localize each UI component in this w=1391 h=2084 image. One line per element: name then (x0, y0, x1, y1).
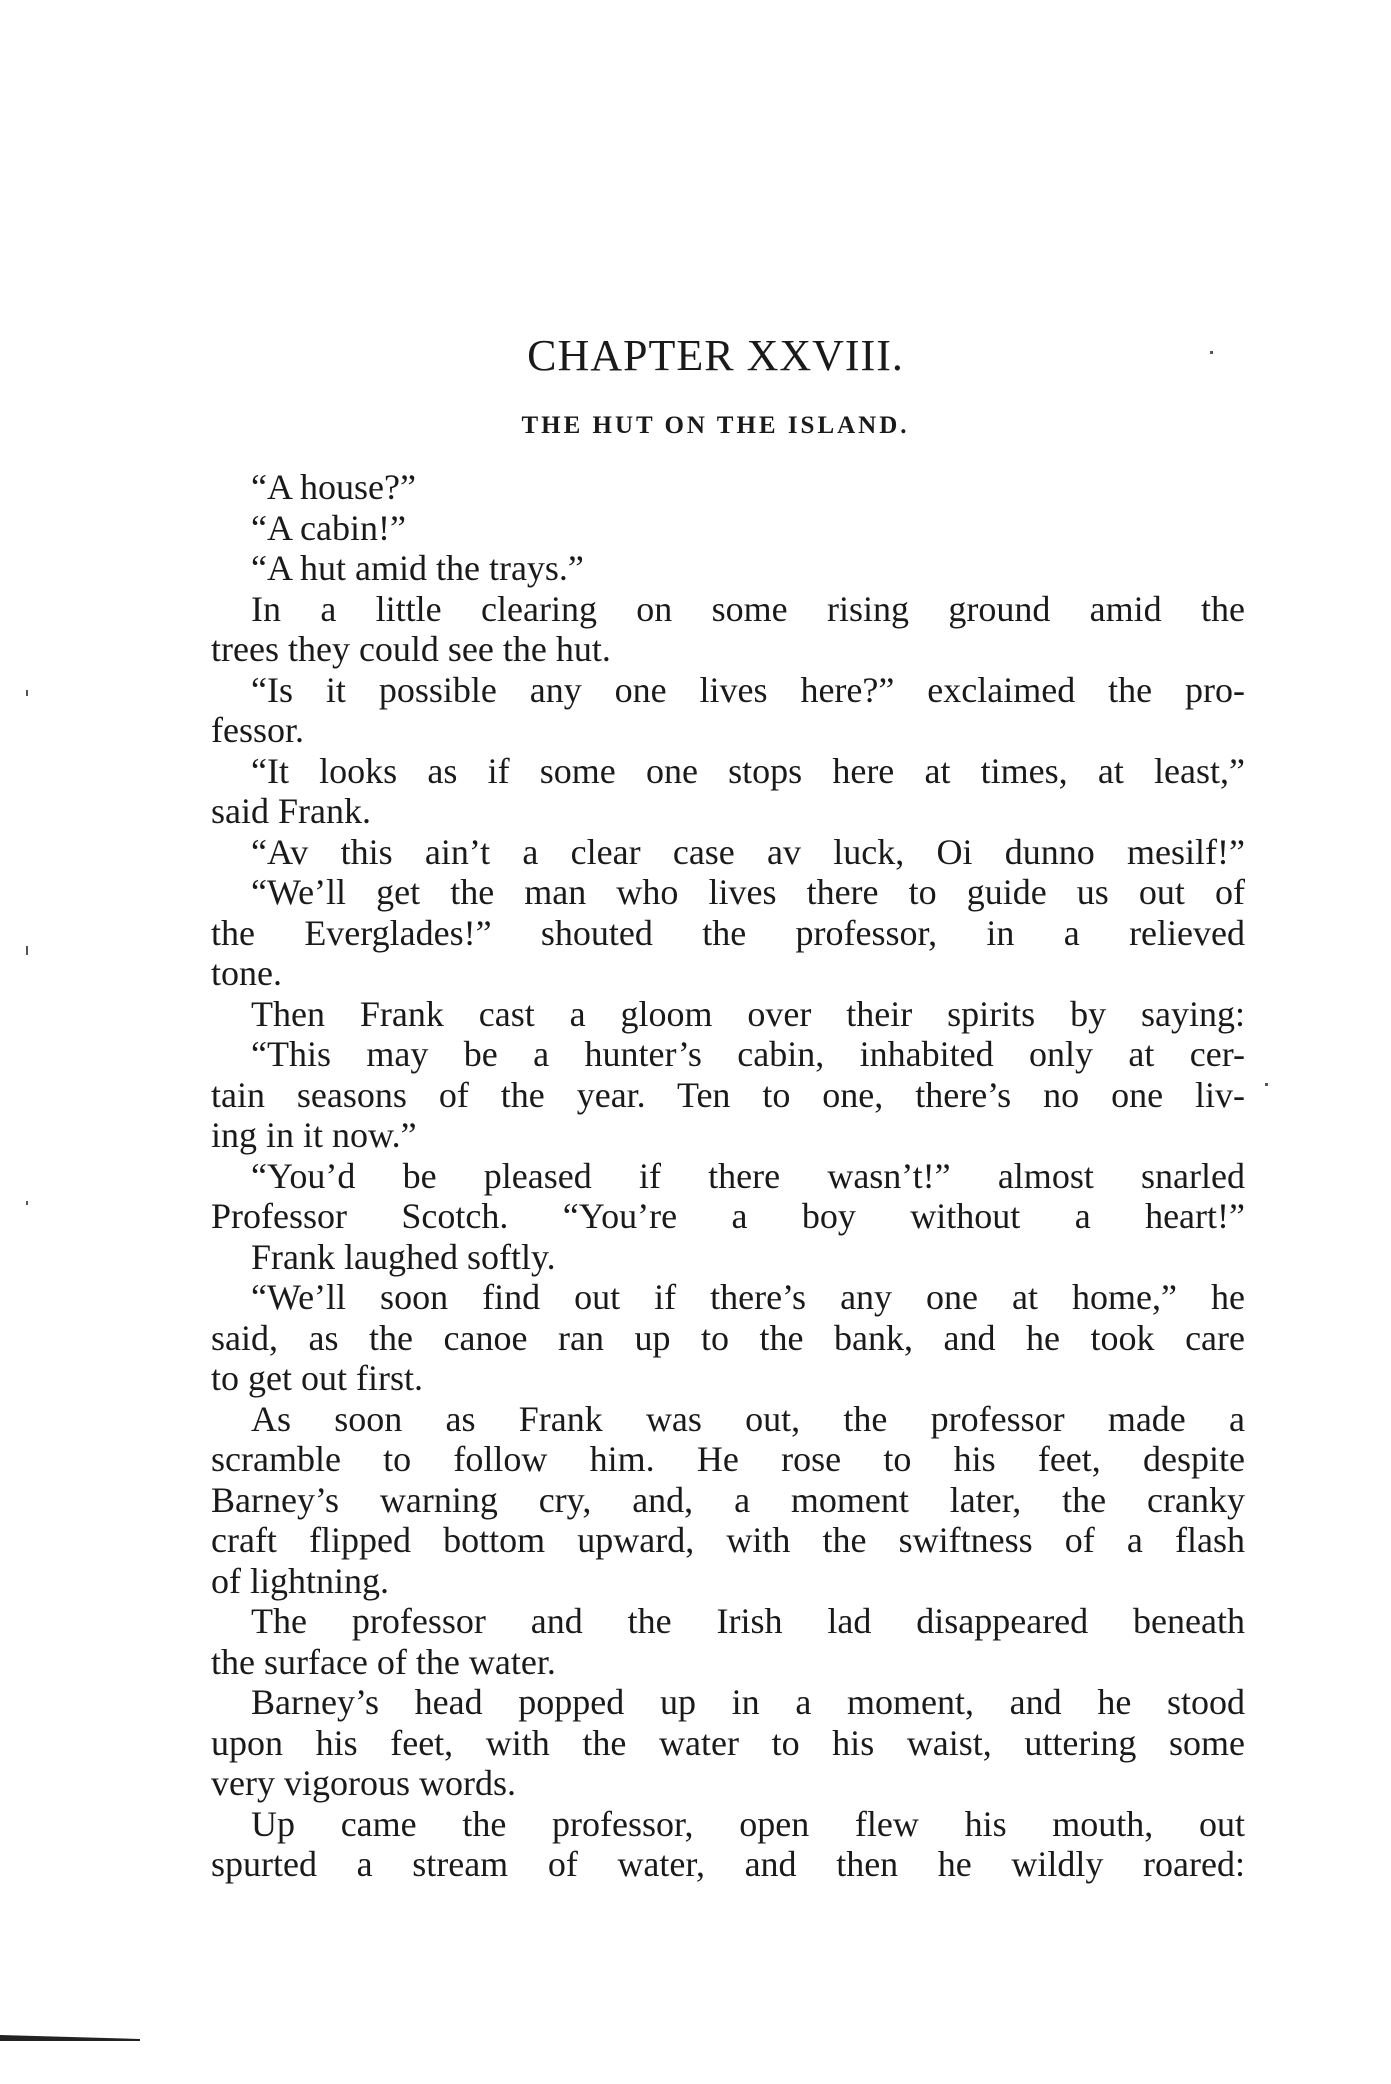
text-line: “Is it possible any one lives here?” exclaimed the pro- (251, 669, 1245, 710)
text-line: spurted a stream of water, and then he wildly roared: (211, 1844, 1245, 1884)
text-line: “A house?” (251, 467, 416, 507)
text-line: to get out first. (211, 1358, 423, 1398)
text-line: Then Frank cast a gloom over their spirits by saying: (251, 993, 1245, 1034)
text-line: “It looks as if some one stops here at times, at least,” (251, 750, 1245, 791)
chapter-subtitle: THE HUT ON THE ISLAND. (521, 412, 910, 439)
text-line: tone. (211, 953, 282, 993)
text-line: Professor Scotch. “You’re a boy without a heart!” (211, 1196, 1245, 1236)
margin-speck (26, 946, 28, 955)
text-line: Barney’s head popped up in a moment, and he stood (251, 1682, 1245, 1722)
margin-speck (26, 1201, 28, 1205)
text-line: The professor and the Irish lad disappeared beneath (251, 1601, 1245, 1641)
margin-speck (26, 690, 28, 696)
text-line: “We’ll get the man who lives there to guide us out of (251, 872, 1245, 912)
text-line: the surface of the water. (211, 1641, 556, 1682)
text-line: said Frank. (211, 791, 371, 831)
text-line: ing in it now.” (211, 1115, 417, 1155)
text-line: “You’d be pleased if there wasn’t!” almost snarled (251, 1155, 1245, 1196)
text-line: Frank laughed softly. (251, 1236, 556, 1277)
text-line: “Av this ain’t a clear case av luck, Oi dunno mesilf!” (251, 831, 1245, 872)
text-line: craft flipped bottom upward, with the swiftness of a flash (211, 1520, 1245, 1560)
text-line: As soon as Frank was out, the professor made a (251, 1398, 1245, 1439)
text-line: of lightning. (211, 1560, 389, 1601)
text-line: trees they could see the hut. (211, 629, 611, 669)
text-line: Barney’s warning cry, and, a moment later, the cranky (211, 1479, 1245, 1520)
text-line: scramble to follow him. He rose to his feet, despite (211, 1439, 1245, 1479)
text-line: “We’ll soon find out if there’s any one at home,” he (251, 1277, 1245, 1317)
margin-speck (1210, 351, 1213, 354)
text-line: said, as the canoe ran up to the bank, and he took care (211, 1317, 1245, 1358)
text-line: very vigorous words. (211, 1763, 516, 1803)
text-line: In a little clearing on some rising ground amid the (251, 588, 1245, 629)
text-line: “A cabin!” (251, 507, 406, 548)
text-line: “A hut amid the trays.” (251, 548, 584, 588)
margin-speck (1265, 1083, 1268, 1086)
page-edge-mark (0, 2035, 140, 2041)
text-line: upon his feet, with the water to his waist, uttering some (211, 1722, 1245, 1763)
text-line: Up came the professor, open flew his mouth, out (251, 1803, 1245, 1844)
text-line: fessor. (211, 710, 304, 750)
body-text (211, 467, 1245, 1885)
text-line: the Everglades!” shouted the professor, in a relieved (211, 912, 1245, 953)
chapter-title: CHAPTER XXVIII. (527, 331, 904, 380)
text-line: tain seasons of the year. Ten to one, there’s no one liv- (211, 1074, 1245, 1115)
text-line: “This may be a hunter’s cabin, inhabited only at cer- (251, 1034, 1245, 1074)
